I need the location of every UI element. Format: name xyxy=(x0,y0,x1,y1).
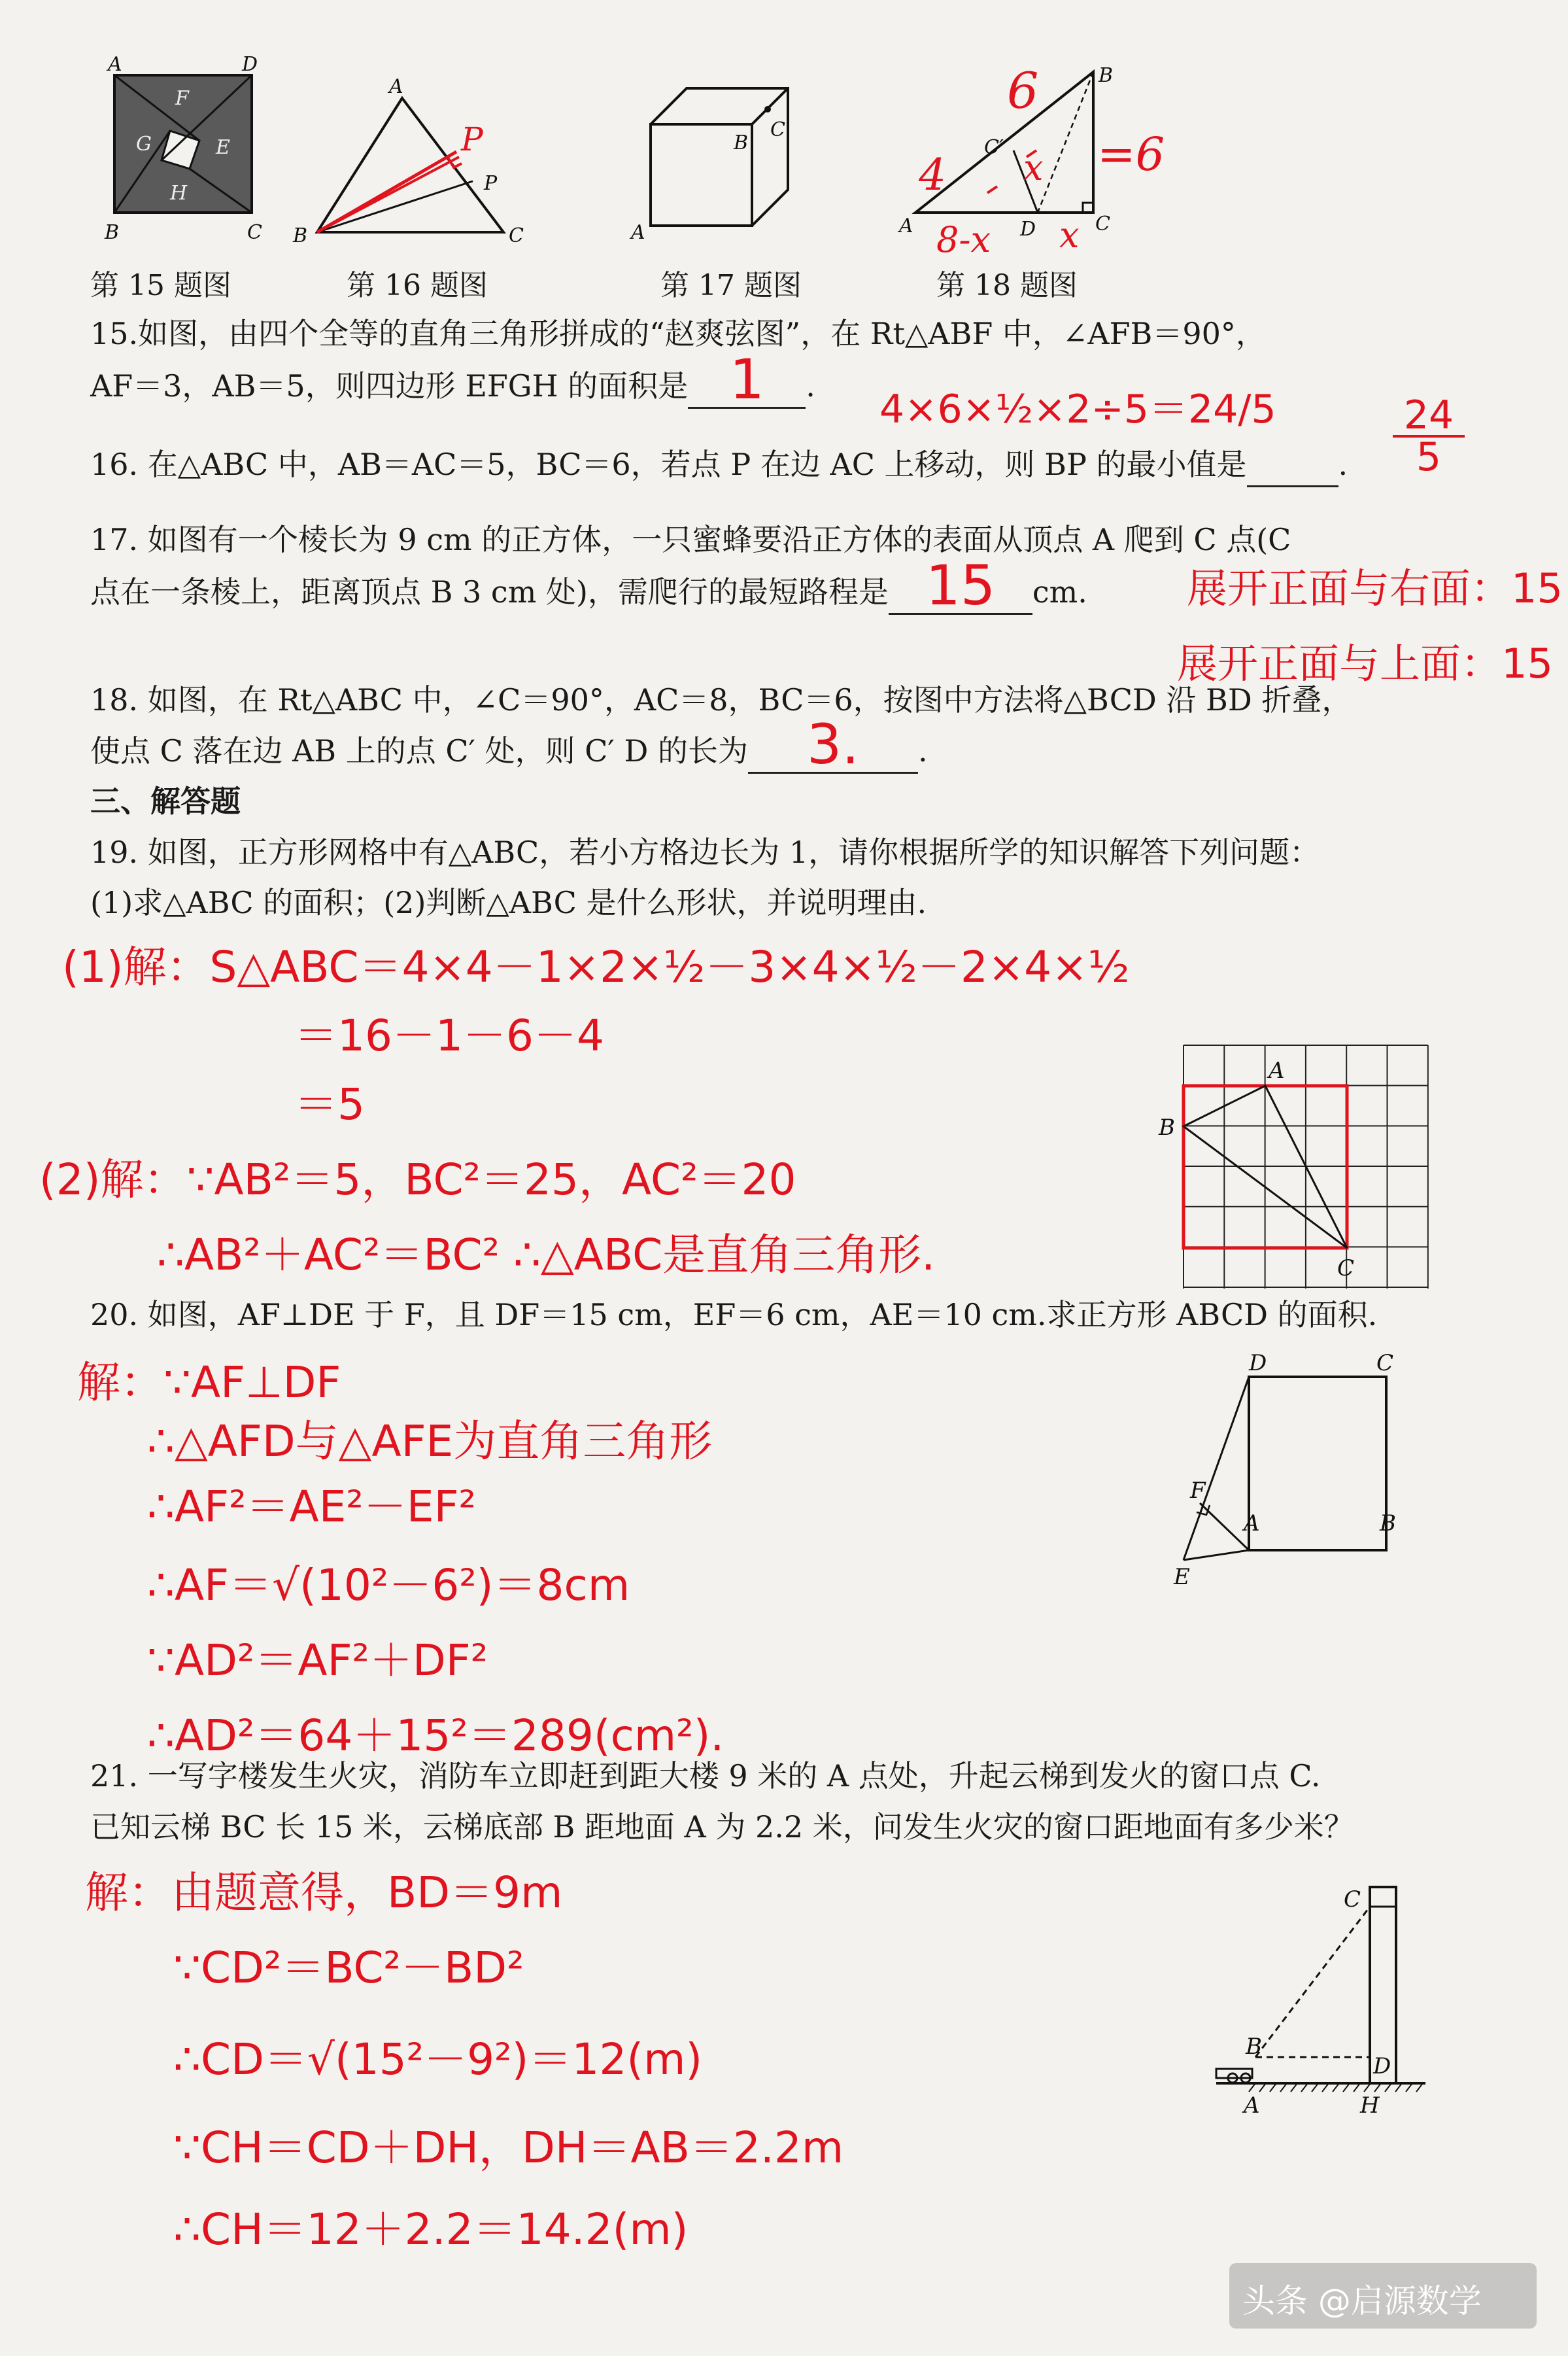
q19-sol-1: (1)解：S△ABC＝4×4－1×2×½－3×4×½－2×4×½ xyxy=(62,942,1130,992)
q17-line2: 点在一条棱上，距离顶点 B 3 cm 处)，需爬行的最短路程是 15 cm. xyxy=(90,553,1087,617)
handwritten-P: P xyxy=(461,120,483,158)
q20-sol-5: ∵AD²＝AF²＋DF² xyxy=(147,1635,488,1686)
q20-line1: 20. 如图，AF⊥DE 于 F，且 DF＝15 cm，EF＝6 cm，AE＝10 cm.求正方形 ABCD 的面积. xyxy=(90,1297,1378,1332)
q17-note1: 展开正面与右面：15 xyxy=(1187,564,1563,612)
label-D: D xyxy=(1373,2053,1391,2079)
q21-line1: 21. 一写字楼发生火灾，消防车立即赶到距大楼 9 米的 A 点处，升起云梯到发火的窗口点 C. xyxy=(90,1758,1321,1793)
q21-sol-1: 解：由题意得，BD＝9m xyxy=(85,1867,563,1918)
label-C: C xyxy=(247,221,262,244)
label-G: G xyxy=(136,133,152,156)
label-C: C xyxy=(1376,1350,1394,1376)
q21-sol-4: ∵CH＝CD＋DH，DH＝AB＝2.2m xyxy=(173,2122,844,2173)
q20-sol-1: 解：∵AF⊥DF xyxy=(77,1357,341,1408)
label-B: B xyxy=(1246,2034,1262,2060)
figure-16-triangle xyxy=(288,78,536,249)
q18-line2: 使点 C 落在边 AB 上的点 C′ 处，则 C′ D 的长为 3. . xyxy=(90,712,928,776)
q16-answer-blank xyxy=(1247,450,1338,487)
label-E: E xyxy=(216,136,230,159)
handwritten-4: 4 xyxy=(919,150,946,200)
q17-answer: 15 xyxy=(925,553,996,617)
label-A: A xyxy=(1244,1510,1260,1536)
label-B: B xyxy=(1380,1510,1396,1536)
q19-sol-5: ∴AB²＋AC²＝BC² ∴△ABC是直角三角形. xyxy=(157,1230,936,1280)
figure-20-square xyxy=(1170,1347,1432,1596)
q19-line2: (1)求△ABC 的面积；(2)判断△ABC 是什么形状，并说明理由. xyxy=(90,885,927,920)
label-B: B xyxy=(1159,1115,1175,1141)
label-P: P xyxy=(484,172,498,195)
q21-line2: 已知云梯 BC 长 15 米，云梯底部 B 距地面 A 为 2.2 米，问发生火灾的窗口距地面有多少米？ xyxy=(90,1809,1354,1845)
label-A: A xyxy=(389,78,403,98)
watermark-text: 头条 @启源数学 xyxy=(1242,2282,1482,2320)
q20-sol-6: ∴AD²＝64＋15²＝289(cm²). xyxy=(147,1710,724,1761)
q15-answer: 1 xyxy=(729,347,765,411)
q18-answer: 3. xyxy=(806,712,860,776)
figure-18-fold-triangle xyxy=(896,39,1170,255)
label-A: A xyxy=(1244,2092,1260,2119)
label-C: C xyxy=(509,224,524,247)
q16-answer: 24 5 xyxy=(1393,396,1465,477)
caption-fig17: 第 17 题图 xyxy=(660,269,802,302)
label-C-prime: C′ xyxy=(984,136,1004,159)
label-C: C xyxy=(1095,213,1110,235)
label-B: B xyxy=(105,221,120,244)
q15-answer-blank xyxy=(688,347,806,411)
figure-15-zhao-shuang-diagram xyxy=(98,52,281,249)
q16-line: 16. 在△ABC 中，AB＝AC＝5，BC＝6，若点 P 在边 AC 上移动，则 BP 的最小值是 . xyxy=(90,442,1348,487)
label-A: A xyxy=(631,221,645,244)
label-D: D xyxy=(242,53,258,76)
q19-sol-4: (2)解：∵AB²＝5，BC²＝25，AC²＝20 xyxy=(39,1154,796,1205)
handwritten-x2: x xyxy=(1059,215,1080,255)
q21-sol-2: ∵CD²＝BC²－BD² xyxy=(173,1943,524,1993)
label-A: A xyxy=(899,215,913,237)
q19-sol-3: ＝5 xyxy=(294,1079,365,1130)
q20-sol-2: ∴△AFD与△AFE为直角三角形 xyxy=(147,1416,713,1466)
figure-17-cube xyxy=(628,72,824,249)
label-C: C xyxy=(1344,1886,1361,1913)
handwritten-eq6: =6 xyxy=(1097,128,1165,181)
q17-answer-blank xyxy=(889,553,1032,617)
q19-line1: 19. 如图，正方形网格中有△ABC，若小方格边长为 1，请你根据所学的知识解答下列问题： xyxy=(90,835,1320,870)
q15-line2: AF＝3，AB＝5，则四边形 EFGH 的面积是 1 . xyxy=(90,347,815,411)
q17-line1: 17. 如图有一个棱长为 9 cm 的正方体，一只蜜蜂要沿正方体的表面从顶点 A 爬到 C 点(C xyxy=(90,522,1291,557)
label-B: B xyxy=(293,224,308,247)
label-F: F xyxy=(1190,1478,1206,1504)
q19-sol-2: ＝16－1－6－4 xyxy=(294,1011,604,1061)
q20-sol-4: ∴AF＝√(10²－6²)＝8cm xyxy=(147,1560,630,1610)
label-A: A xyxy=(1269,1058,1285,1084)
figure-19-grid-triangle xyxy=(1151,1033,1439,1289)
q15-work: 4×6×½×2÷5＝24/5 xyxy=(879,387,1276,432)
label-C: C xyxy=(1337,1255,1355,1281)
caption-fig16: 第 16 题图 xyxy=(347,269,488,302)
label-A: A xyxy=(108,53,122,76)
caption-fig18: 第 18 题图 xyxy=(936,269,1078,302)
q21-sol-5: ∴CH＝12＋2.2＝14.2(m) xyxy=(173,2204,689,2255)
q18-line1: 18. 如图，在 Rt△ABC 中，∠C＝90°，AC＝8，BC＝6，按图中方法将△BCD 沿 BD 折叠， xyxy=(90,682,1352,718)
handwritten-6: 6 xyxy=(1007,61,1039,120)
label-C: C xyxy=(770,118,785,141)
label-D: D xyxy=(1020,218,1036,241)
q21-sol-3: ∴CD＝√(15²－9²)＝12(m) xyxy=(173,2034,703,2085)
label-F: F xyxy=(175,87,189,110)
label-B: B xyxy=(1099,64,1114,87)
label-H: H xyxy=(1360,2092,1380,2119)
q18-answer-blank xyxy=(748,712,918,776)
q15-line1: 15.如图，由四个全等的直角三角形拼成的“赵爽弦图”，在 Rt△ABF 中，∠AFB＝90°， xyxy=(90,316,1266,351)
handwritten-8-minus-x: 8-x xyxy=(936,219,991,255)
label-E: E xyxy=(1174,1564,1190,1590)
section-title: 三、解答题 xyxy=(90,784,241,819)
caption-fig15: 第 15 题图 xyxy=(90,269,231,302)
handwritten-x1: x xyxy=(1023,147,1044,188)
q17-note2: 展开正面与上面：15 xyxy=(1177,640,1553,687)
q20-sol-3: ∴AF²＝AE²－EF² xyxy=(147,1481,476,1532)
label-B: B xyxy=(734,131,749,154)
label-D: D xyxy=(1249,1350,1267,1376)
figure-21-fire-ladder xyxy=(1203,1877,1439,2139)
label-H: H xyxy=(170,182,188,205)
